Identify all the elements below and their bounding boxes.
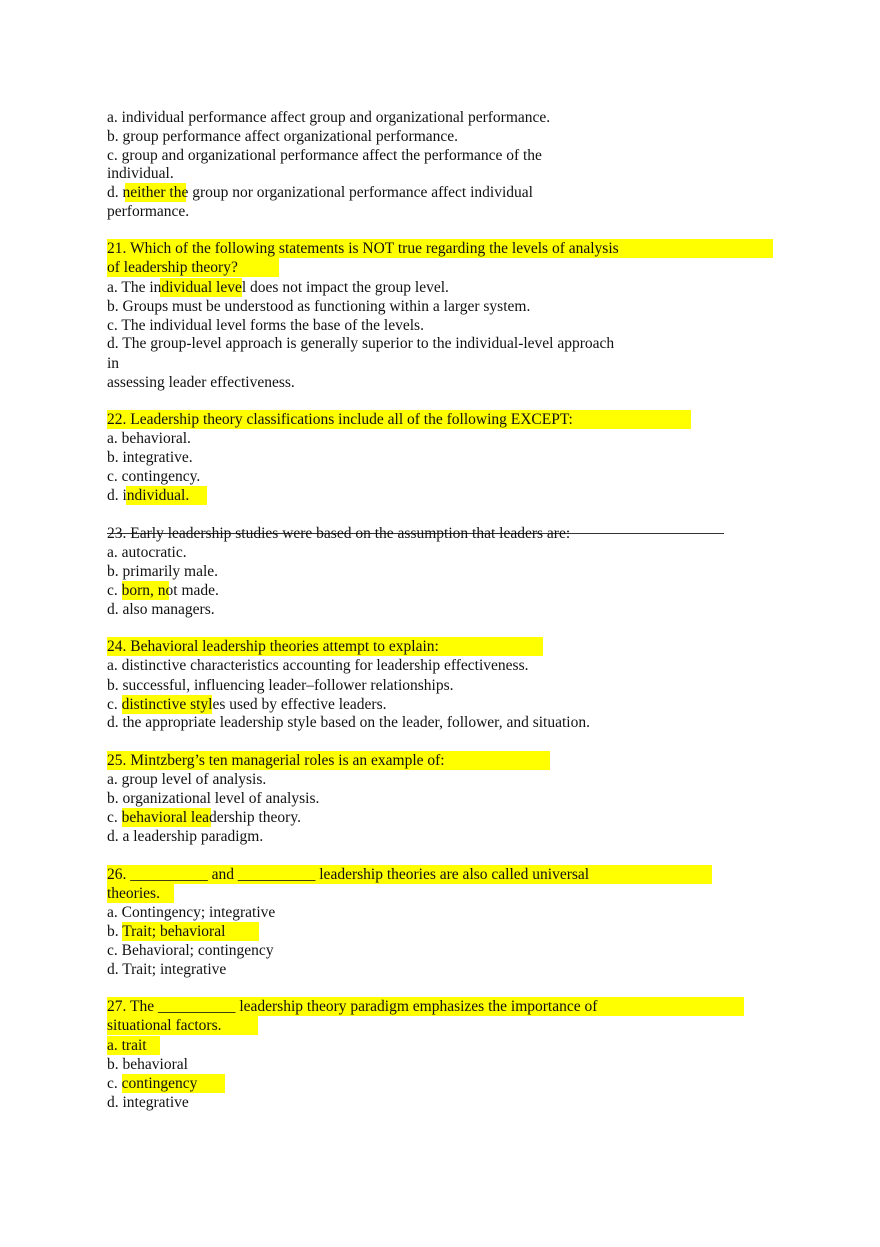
q27-option-a: a. trait	[107, 1037, 147, 1054]
q26-option-a: a. Contingency; integrative	[107, 904, 276, 921]
q26-question-line1: 26. __________ and __________ leadership theories are also called universal	[107, 866, 590, 883]
q21-option-d-line2: in	[107, 355, 120, 372]
q21-option-a: a. The individual level does not impact the group level.	[107, 279, 449, 296]
q27-question-line2: situational factors.	[107, 1017, 222, 1034]
q23-option-d: d. also managers.	[107, 601, 215, 618]
q25-option-a: a. group level of analysis.	[107, 771, 267, 788]
q20-option-c-line1: c. group and organizational performance affect the performance of the	[107, 147, 542, 164]
q21-option-b: b. Groups must be understood as functioning within a larger system.	[107, 298, 531, 315]
q24-question: 24. Behavioral leadership theories attempt to explain:	[107, 638, 439, 655]
q24-option-b: b. successful, influencing leader–follower relationships.	[107, 677, 454, 694]
q21-option-c: c. The individual level forms the base of the levels.	[107, 317, 424, 334]
q26-option-d: d. Trait; integrative	[107, 961, 227, 978]
q27-option-d: d. integrative	[107, 1094, 189, 1111]
q25-option-c: c. behavioral leadership theory.	[107, 809, 301, 826]
q23-option-b: b. primarily male.	[107, 563, 219, 580]
q20-option-d-line2: performance.	[107, 203, 190, 220]
q20-option-d-line1: d. neither the group nor organizational performance affect individual	[107, 184, 533, 201]
q24-option-d: d. the appropriate leadership style based on the leader, follower, and situation.	[107, 714, 590, 731]
q26-option-c: c. Behavioral; contingency	[107, 942, 274, 959]
q21-question-line1: 21. Which of the following statements is NOT true regarding the levels of analysis	[107, 240, 619, 257]
q23-option-c: c. born, not made.	[107, 582, 219, 599]
q20-option-c-line2: individual.	[107, 165, 174, 182]
q26-question-line2: theories.	[107, 885, 160, 902]
q27-option-c: c. contingency	[107, 1075, 198, 1092]
q20-option-a: a. individual performance affect group and organizational performance.	[107, 109, 551, 126]
q24-option-c: c. distinctive styles used by effective leaders.	[107, 696, 387, 713]
q25-question: 25. Mintzberg’s ten managerial roles is an example of:	[107, 752, 445, 769]
q25-option-d: d. a leadership paradigm.	[107, 828, 264, 845]
q22-option-a: a. behavioral.	[107, 430, 191, 447]
q27-question-line1: 27. The __________ leadership theory paradigm emphasizes the importance of	[107, 998, 598, 1015]
q21-option-d-line3: assessing leader effectiveness.	[107, 374, 295, 391]
q21-option-d-line1: d. The group-level approach is generally superior to the individual-level approach	[107, 335, 615, 352]
q23-question: 23. Early leadership studies were based on the assumption that leaders are:	[107, 525, 571, 542]
q22-option-b: b. integrative.	[107, 449, 193, 466]
q22-option-c: c. contingency.	[107, 468, 201, 485]
q20-option-b: b. group performance affect organizational performance.	[107, 128, 459, 145]
q21-question-line2: of leadership theory?	[107, 259, 238, 276]
q27-option-b: b. behavioral	[107, 1056, 188, 1073]
q24-option-a: a. distinctive characteristics accounting for leadership effectiveness.	[107, 657, 529, 674]
q23-option-a: a. autocratic.	[107, 544, 187, 561]
q26-option-b: b. Trait; behavioral	[107, 923, 226, 940]
q22-option-d: d. individual.	[107, 487, 190, 504]
q25-option-b: b. organizational level of analysis.	[107, 790, 320, 807]
q22-question: 22. Leadership theory classifications include all of the following EXCEPT:	[107, 411, 573, 428]
